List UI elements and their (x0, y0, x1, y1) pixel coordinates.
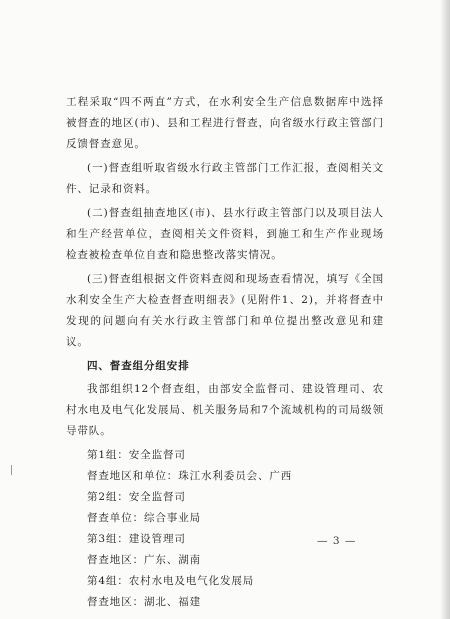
group-3-area: 督查地区：广东、湖南 (87, 554, 201, 566)
paragraph-step-2: (二)督查组抽查地区(市)、县水行政主管部门以及项目法人和生产经营单位，查阅相关文件资料，到施工和生产作业现场检查被检查单位自查和隐患整改落实情况。 (66, 207, 384, 261)
group-1-area: 督查地区和单位：珠江水利委员会、广西 (87, 470, 293, 482)
section-heading: 四、督查组分组安排 (87, 360, 190, 372)
paragraph-step-1: (一)督查组听取省级水行政主管部门工作汇报，查阅相关文件、记录和资料。 (66, 162, 384, 195)
group-4-area: 督查地区：湖北、福建 (87, 596, 201, 608)
page-edge-shadow (440, 0, 450, 619)
group-2-area: 督查单位：综合事业局 (87, 512, 201, 524)
paragraph-continued: 工程采取“四不两直”方式，在水利安全生产信息数据库中选择被督查的地区(市)、县和工程进行督查，向省级水行政主管部门反馈督查意见。 (66, 96, 384, 150)
page-number: — 3 — (317, 535, 357, 547)
section-intro: 我部组织12个督查组，由部安全监督司、建设管理司、农村水电及电气化发展局、机关服务局和7个流域机构的司局级领导带队。 (66, 383, 384, 437)
group-4-label: 第4组：农村水电及电气化发展局 (87, 575, 255, 587)
paragraph-step-3: (三)督查组根据文件资料查阅和现场查看情况，填写《全国水利安全生产大检查督查明细表》(见附件1、2)，并将督查中发现的问题向有关水行政主管部门和单位提出整改意见和建议。 (66, 273, 384, 348)
group-1-label: 第1组：安全监督司 (87, 449, 186, 461)
group-3-label: 第3组：建设管理司 (87, 533, 186, 545)
group-2-label: 第2组：安全监督司 (87, 491, 186, 503)
binding-mark (11, 465, 12, 475)
